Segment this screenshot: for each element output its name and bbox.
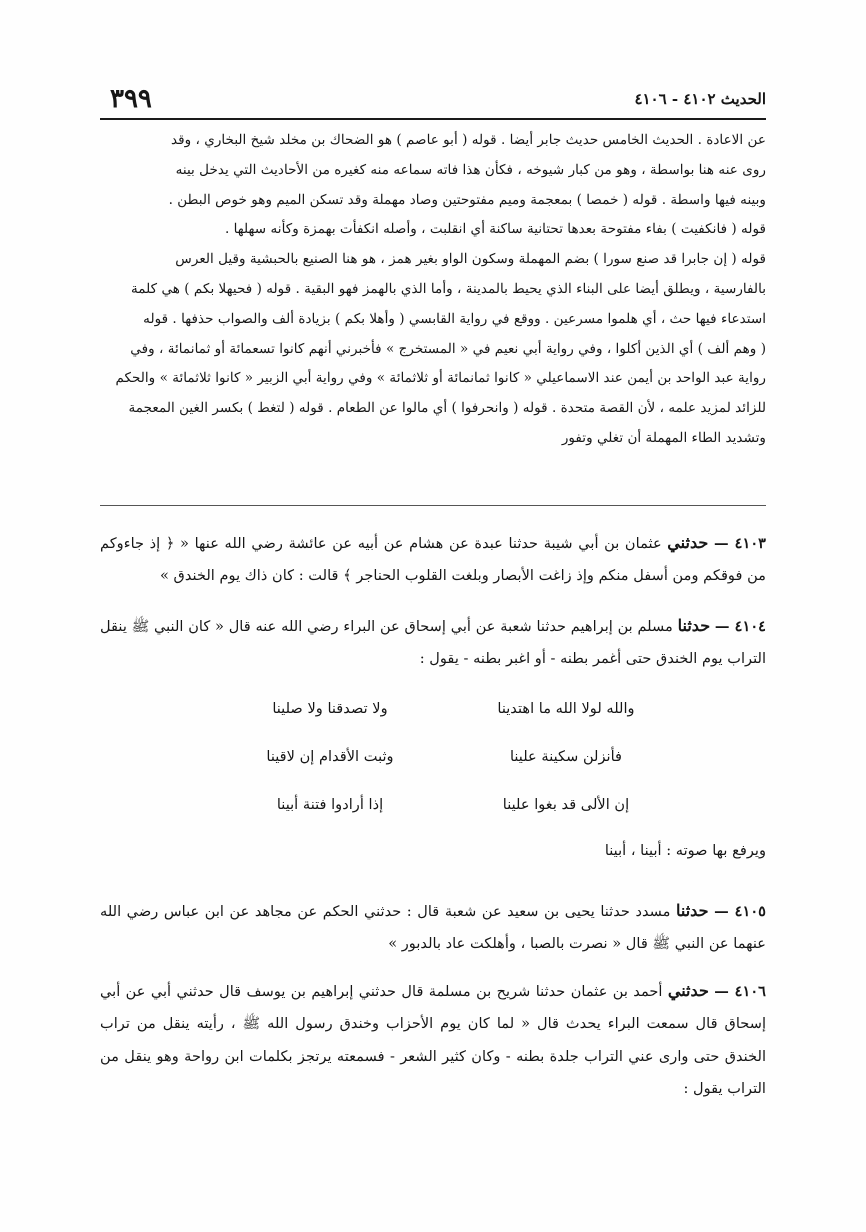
hadith-keyword: حدثني bbox=[667, 980, 709, 1000]
commentary-line: وتشديد الطاء المهملة أن تغلي وتفور bbox=[561, 429, 766, 446]
commentary-line: وبينه فيها واسطة . قوله ( خمصا ) بمعجمة وميم مفتوحتين وصاد مهملة وقد تسكن الميم وهو خوص البطن . bbox=[168, 191, 766, 208]
hadith-text: عثمان بن أبي شيبة حدثنا عبدة عن هشام عن أبيه عن عائشة رضي الله عنها « ﴿ إذ جاءوكم من فوقكم ومن أسفل منكم وإذ زاغت الأبصار وبلغت القلوب الحناجر ﴾ قالت : كان ذاك يوم الخندق » bbox=[100, 534, 766, 585]
section-divider bbox=[100, 505, 766, 506]
commentary-line: روى عنه هنا بواسطة ، وهو من كبار شيوخه ، فكأن هذا فاته سماعه منه كغيره من الأحاديث التي يدخل بينه bbox=[175, 161, 766, 178]
poem-verse bbox=[250, 796, 646, 844]
commentary-line: عن الاعادة . الحديث الخامس حديث جابر أيضا . قوله ( أبو عاصم ) هو الضحاك بن مخلد شيخ البخاري ، وقد bbox=[170, 132, 766, 148]
commentary-line: رواية عبد الواحد بن أيمن عند الاسماعيلي « كانوا ثمانمائة أو ثلاثمائة » وفي رواية أبي الزبير « كانوا ثلاثمائة » والحكم bbox=[115, 370, 766, 387]
poem-hemistich-first: والله لولا الله ما اهتدينا bbox=[497, 700, 635, 717]
hadith-keyword: حدثنا bbox=[675, 900, 709, 920]
poem-hemistich-second: ولا تصدقنا ولا صلينا bbox=[272, 700, 388, 717]
poem-verse bbox=[250, 748, 646, 796]
poem-hemistich-second: وثبت الأقدام إن لاقينا bbox=[266, 748, 394, 765]
poem-hemistich-first: فأنزلن سكينة علينا bbox=[509, 748, 623, 765]
commentary-line: قوله ( إن جابرا قد صنع سورا ) بضم المهملة وسكون الواو بغير همز ، هو هنا الصنيع بالحبشية وقيل العرس bbox=[175, 251, 766, 268]
commentary-line: استدعاء فيها حث ، أي هلموا مسرعين . ووقع في رواية القابسي ( وأهلا بكم ) بزيادة ألف والصواب حذفها . قوله bbox=[143, 310, 766, 327]
hadith-keyword: حدثني bbox=[667, 532, 709, 552]
running-title: الحديث ٤١٠٢ - ٤١٠٦ bbox=[634, 90, 766, 108]
page-number: ٣٩٩ bbox=[110, 84, 152, 114]
hadith-number: ٤١٠٦ — bbox=[714, 982, 767, 1000]
hadith-4106 bbox=[100, 975, 766, 1106]
header-rule bbox=[100, 118, 766, 120]
hadith-number: ٤١٠٤ — bbox=[714, 617, 767, 635]
hadith-4103 bbox=[100, 527, 766, 593]
hadith-text: مسدد حدثنا يحيى بن سعيد عن شعبة قال : حدثني الحكم عن مجاهد عن ابن عباس رضي الله عنهما عن النبي ﷺ قال « نصرت بالصبا ، وأهلكت عاد بالدبور » bbox=[100, 902, 766, 953]
poem bbox=[250, 700, 646, 844]
commentary-line: ( وهم ألف ) أي الذين أكلوا ، وفي رواية أبي نعيم في « المستخرج » فأخبرني أنهم كانوا تسعمائة أو ثمانمائة ، وفي bbox=[130, 340, 766, 357]
hadith-number: ٤١٠٥ — bbox=[714, 902, 766, 920]
commentary-line: للزائد لمزيد علمه ، لأن القصة متحدة . قوله ( وانحرفوا ) أي مالوا عن الطعام . قوله ( لتغط ) بكسر الغين المعجمة bbox=[128, 400, 766, 417]
poem-verse bbox=[250, 700, 646, 748]
hadith-keyword: حدثنا bbox=[677, 615, 711, 635]
commentary-block bbox=[100, 126, 766, 454]
commentary-line: بالفارسية ، ويطلق أيضا على البناء الذي يحيط بالمدينة ، وأما الذي بالهمز فهو البقية . قوله ( فحيهلا بكم ) هي كلمة bbox=[131, 280, 766, 297]
running-header bbox=[96, 82, 770, 118]
hadith-text: مسلم بن إبراهيم حدثنا شعبة عن أبي إسحاق عن البراء رضي الله عنه قال « كان النبي ﷺ ينقل التراب يوم الخندق حتى أغمر بطنه - أو اغبر بطنه - يقول : bbox=[100, 617, 766, 668]
hadith-number: ٤١٠٣ — bbox=[713, 534, 766, 552]
hadith-4104 bbox=[100, 610, 766, 676]
commentary-line: قوله ( فانكفيت ) بفاء مفتوحة بعدها تحتانية ساكنة أي انقلبت ، وأصله انكفأت بهمزة وكأنه سهلها . bbox=[224, 221, 766, 238]
poem-hemistich-second: إذا أرادوا فتنة أبينا bbox=[276, 796, 384, 813]
hadith-4105 bbox=[100, 895, 766, 961]
poem-hemistich-first: إن الألى قد بغوا علينا bbox=[502, 796, 630, 813]
closing-line: ويرفع بها صوته : أبينا ، أبينا bbox=[604, 842, 766, 859]
hadith-text: أحمد بن عثمان حدثنا شريح بن مسلمة قال حدثني إبراهيم بن يوسف قال حدثني أبي عن أبي إسحاق قال سمعت البراء يحدث قال « لما كان يوم الأحزاب وخندق رسول الله ﷺ ، رأيته ينقل من تراب الخندق حتى وارى عني التراب جلدة بطنه - وكان كثير الشعر - فسمعته يرتجز بكلمات ابن رواحة وهو ينقل من التراب يقول : bbox=[100, 982, 766, 1098]
